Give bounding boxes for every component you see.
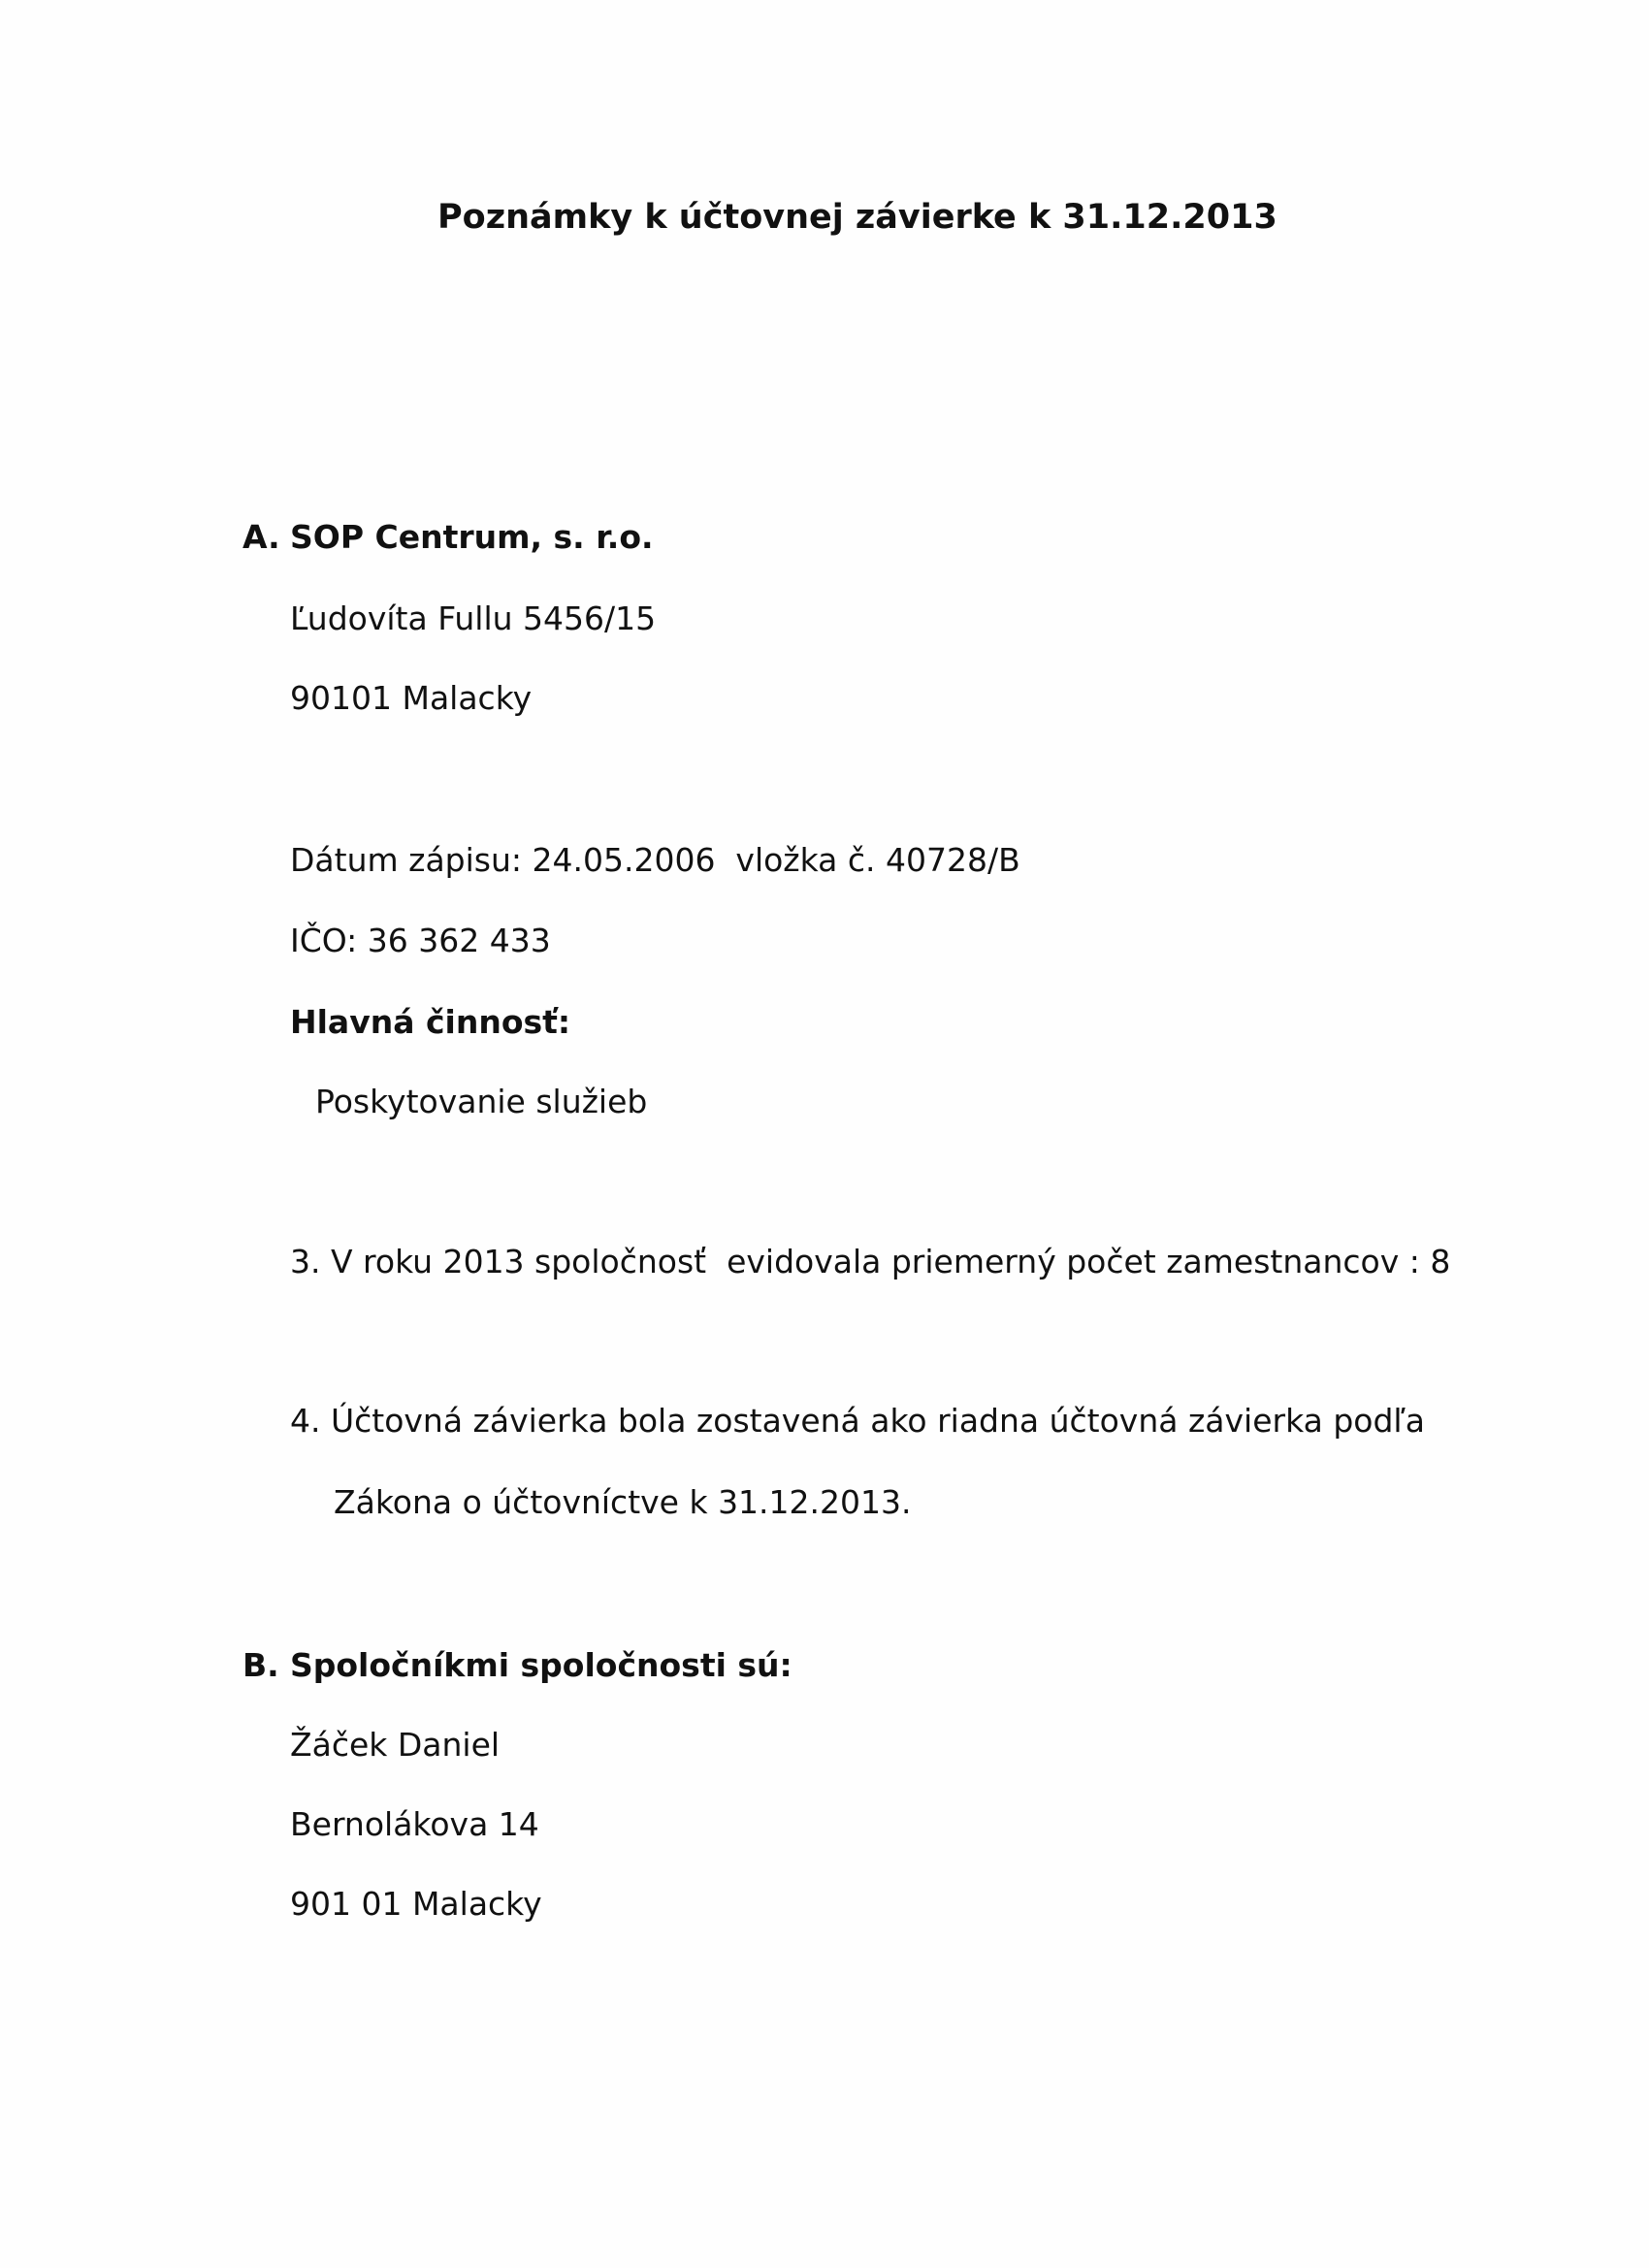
partners-heading: Spoločníkmi spoločnosti sú:	[290, 1646, 792, 1684]
section-b-heading	[242, 1646, 792, 1685]
document-title: Poznámky k účtovnej závierke k 31.12.2013	[437, 198, 1277, 237]
item-3-employees: 3. V roku 2013 spoločnosť evidovala priemerný počet zamestnancov : 8	[290, 1243, 1451, 1280]
section-b-letter: B.	[242, 1646, 279, 1684]
section-a-heading	[242, 518, 654, 557]
section-a-letter: A.	[242, 518, 280, 556]
main-activity-label: Hlavná činnosť:	[290, 1003, 571, 1041]
partner-name: Žáček Daniel	[290, 1726, 501, 1764]
item-4-line-1: 4. Účtovná závierka bola zostavená ako riadna účtovná závierka podľa	[290, 1402, 1426, 1440]
ico-number: IČO: 36 362 433	[290, 922, 551, 959]
registration-info: Dátum zápisu: 24.05.2006 vložka č. 40728/B	[290, 841, 1020, 879]
partner-city: 901 01 Malacky	[290, 1885, 542, 1923]
item-4-line-2: Zákona o účtovníctve k 31.12.2013.	[334, 1483, 912, 1521]
company-street: Ľudovíta Fullu 5456/15	[290, 599, 657, 637]
partner-street: Bernolákova 14	[290, 1805, 539, 1843]
company-name: SOP Centrum, s. r.o.	[290, 518, 654, 556]
main-activity-value: Poskytovanie služieb	[315, 1083, 648, 1120]
company-city: 90101 Malacky	[290, 679, 533, 717]
